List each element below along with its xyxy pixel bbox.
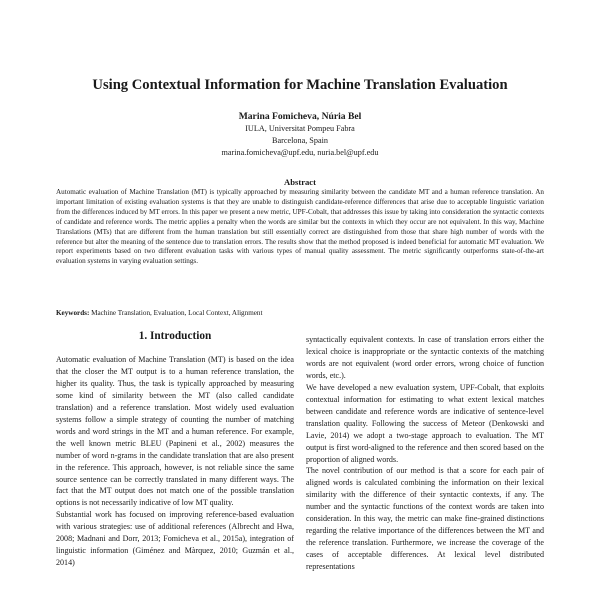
location: Barcelona, Spain xyxy=(272,136,328,145)
keywords xyxy=(56,309,544,317)
author-emails: marina.fomicheva@upf.edu, nuria.bel@upf.edu xyxy=(221,148,379,157)
paper-authors: Marina Fomicheva, Núria Bel xyxy=(238,111,362,122)
paragraph: Automatic evaluation of Machine Translation (MT) is based on the idea that the closer the MT output is to a human reference translation, the higher its quality. Thus, the task is typically approached by measuring some kind of similarity between the MT (also called candidate translation) and a reference translation. Most widely used evaluation systems follow a simple strategy of counting the number of matching words and word strings in the MT and a human reference. For example, the well known metric BLEU (Papineni et al., 2002) measures the number of word n-grams in the candidate translation that are also present in the reference. This approach, however, is not reliable since the same source sentence can be correctly translated in many different ways. The fact that the MT output does not match one of the possible translation options is not necessarily indicative of low MT quality. xyxy=(56,355,294,508)
keywords-text: Machine Translation, Evaluation, Local Context, Alignment xyxy=(91,309,263,317)
abstract-heading: Abstract xyxy=(284,177,316,187)
left-column xyxy=(56,354,294,569)
affiliation: IULA, Universitat Pompeu Fabra xyxy=(245,124,355,133)
paper-title: Using Contextual Information for Machine Translation Evaluation xyxy=(92,77,508,93)
paragraph: The novel contribution of our method is that a score for each pair of aligned words is calculated combining the information on their lexical similarity with the difference of their syntactic contexts, if any. The number and the syntactic functions of the context words are taken into consideration. In this way, the metric can make fine-grained distinctions regarding the relative importance of the differences between the MT and the reference translation. Furthermore, we increase the coverage of the cases of acceptable differences. At lexical level distributed representations xyxy=(306,466,544,572)
keywords-label: Keywords: xyxy=(56,309,90,317)
abstract-text: Automatic evaluation of Machine Translation (MT) is typically approached by measuring similarity between the candidate MT and a human reference translation. An important limitation of existing evaluation systems is that they are unable to distinguish candidate-reference differences that arise due to acceptable linguistic variation from the differences induced by MT errors. In this paper we present a new metric, UPF-Cobalt, that addresses this issue by taking into consideration the syntactic contexts of candidate and reference words. The metric applies a penalty when the words are similar but the contexts in which they occur are not equivalent. In this way, Machine Translations (MTs) that are different from the human translation but still essentially correct are distinguished from those that share high number of words with the reference but alter the meaning of the sentence due to translation errors. The results show that the method proposed is indeed beneficial for automatic MT evaluation. We report experiments based on two different evaluation tasks with various types of manual quality assessment. The metric significantly outperforms state-of-the-art evaluation systems in varying evaluation settings. xyxy=(56,188,544,266)
paragraph: syntactically equivalent contexts. In case of translation errors either the lexical choice is inappropriate or the syntactic contexts of the matching words are not equivalent (word order errors, wrong choice of function words, etc.). xyxy=(306,335,544,380)
section-heading-introduction: 1. Introduction xyxy=(138,330,212,342)
paragraph: We have developed a new evaluation system, UPF-Cobalt, that exploits contextual information for estimating to what extent lexical matches between candidate and reference words are indicative of sentence-level translation quality. Following the success of Meteor (Denkowski and Lavie, 2014) we adopt a two-stage approach to evaluation. The MT output is first word-aligned to the reference and then scored based on the proportion of aligned words. xyxy=(306,382,544,464)
paragraph: Substantial work has focused on improving reference-based evaluation with various strategies: use of additional references (Albrecht and Hwa, 2008; Madnani and Dorr, 2013; Fomicheva et al., 2015a), integration of linguistic information (Giménez and Màrquez, 2010; Guzmán et al., 2014) xyxy=(56,510,294,568)
right-column xyxy=(306,334,544,573)
